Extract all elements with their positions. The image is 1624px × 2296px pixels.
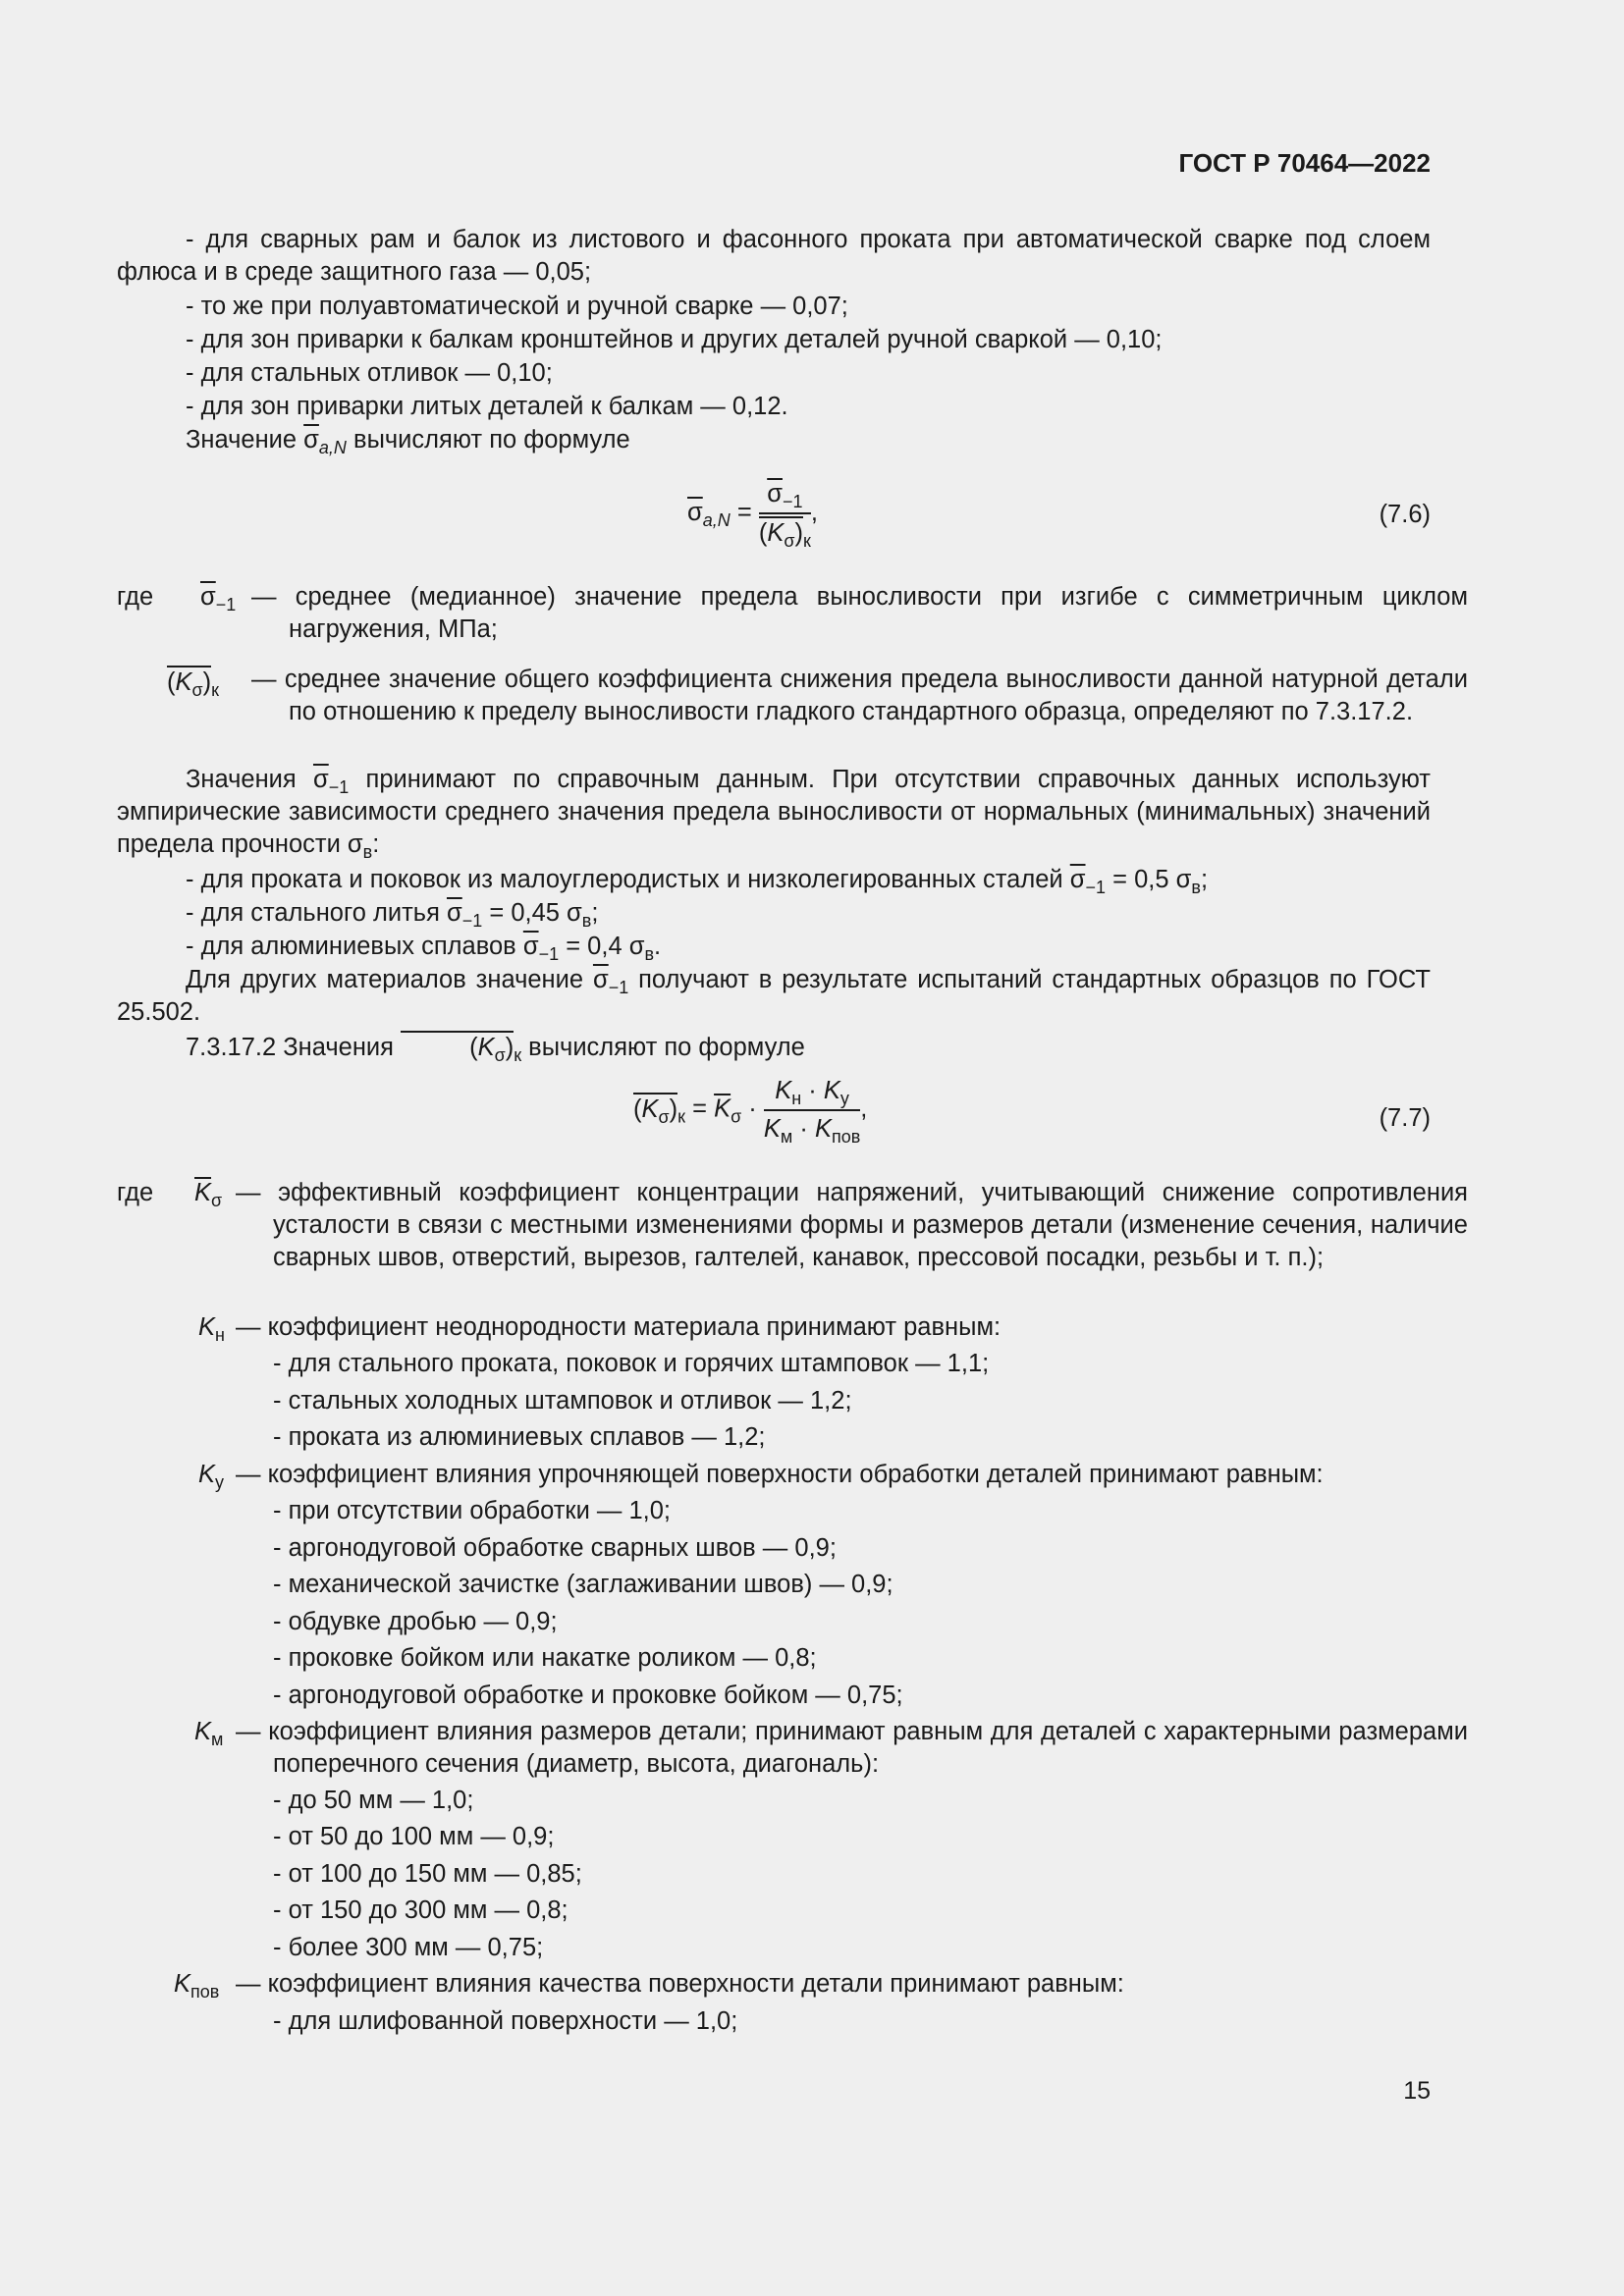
km-item-5: - более 300 мм — 0,75; [273, 1934, 544, 1961]
intro-item-5: - для зон приварки литых деталей к балкам — 0,12. [186, 393, 788, 420]
where-sigma-definition: — среднее (медианное) значение предела выносливости при изгибе с симметричным циклом нагружения, МПа; [251, 583, 1468, 643]
equation-7-7: $(K_\sigma)_к = \overline{K}_\sigma$ · $\frac{K_н \cdot K_у}{K_м \cdot K_{пов}}$ , [633, 1077, 868, 1147]
intro-item-1: - для сварных рам и балок из листового и фасонного проката при автоматической сварке под слоем флюса и в среде защитного газа — 0,05; [117, 226, 1431, 286]
sigma-intro: Значение $\overline{\sigma}_{a,N}$ вычисляют по формуле [186, 426, 630, 457]
km-item-2: - от 50 до 100 мм — 0,9; [273, 1823, 555, 1850]
kpov-item-1: - для шлифованной поверхности — 1,0; [273, 2007, 738, 2035]
para-values: Значения $\overline{\sigma}_{-1}$ принимают по справочным данным. При отсутствии справочных данных используют эмпирические зависимости среднего значения предела выносливости от нормальных (минимальных) значений предела прочности $\sigma_в$: [117, 766, 1431, 862]
kn-item-3: - проката из алюминиевых сплавов — 1,2; [273, 1423, 766, 1451]
where-k-sigma-bar-definition: — эффективный коэффициент концентрации напряжений, учитывающий снижение сопротивления усталости в связи с местными изменениями формы и размеров детали (изменение сечения, наличие сварных швов, отверстий, вырезов, галтелей, канавок, прессовой посадки, резьбы и т. п.); [236, 1179, 1468, 1271]
kn-symbol: $K_н$ [198, 1313, 225, 1345]
kpov-definition: — коэффициент влияния качества поверхности детали принимают равным: [236, 1970, 1124, 1998]
kn-item-1: - для стального проката, поковок и горячих штамповок — 1,1; [273, 1350, 990, 1377]
km-definition: — коэффициент влияния размеров детали; принимают равным для деталей с характерными размерами поперечного сечения (диаметр, высота, диагональ): [236, 1718, 1468, 1778]
equation-number-7-7: (7.7) [1379, 1104, 1431, 1132]
page-number: 15 [1403, 2077, 1431, 2105]
ky-item-5: - проковке бойком или накатке роликом — 0,8; [273, 1644, 817, 1672]
where-k-sigma-definition: — среднее значение общего коэффициента снижения предела выносливости данной натурной детали по отношению к пределу выносливости гладкого стандартного образца, определяют по 7.3.17.2. [251, 666, 1468, 725]
other-materials-para: Для других материалов значение $\overline{\sigma}_{-1}$ получают в результате испытаний стандартных образцов по ГОСТ 25.502. [117, 966, 1431, 1026]
km-symbol: $K_м$ [194, 1718, 224, 1749]
kn-definition: — коэффициент неоднородности материала принимают равным: [236, 1313, 1001, 1341]
km-item-4: - от 150 до 300 мм — 0,8; [273, 1896, 568, 1924]
k-sigma-symbol: $(K_\sigma)_к$ [167, 666, 219, 699]
equation-7-6: $\overline{\sigma}_{a,N}$ = $\frac{\overline{\sigma}_{-1}}{(K_\sigma)_к}$ , [687, 480, 818, 551]
ky-item-3: - механической зачистке (заглаживании швов) — 0,9; [273, 1571, 893, 1598]
k-sigma-bar-symbol: $\overline{K}_\sigma$ [194, 1179, 223, 1210]
intro-item-4: - для стальных отливок — 0,10; [186, 359, 553, 387]
ky-item-6: - аргонодуговой обработке и проковке бойком — 0,75; [273, 1682, 903, 1709]
intro-item-2: - то же при полуавтоматической и ручной сварке — 0,07; [186, 293, 848, 320]
intro-item-3: - для зон приварки к балкам кронштейнов и других деталей ручной сваркой — 0,10; [186, 326, 1163, 353]
equation-fraction: $\frac{\overline{\sigma}_{-1}}{(K_\sigma)_к}$ [758, 480, 811, 551]
ky-item-2: - аргонодуговой обработке сварных швов — 0,9; [273, 1534, 837, 1562]
ky-symbol: $K_у$ [198, 1461, 225, 1492]
kpov-symbol: $K_{пов}$ [174, 1970, 220, 2002]
sigma-list-item-2: - для стального литья $\overline{\sigma}_{-1} = 0,45$ $\sigma_в$; [186, 899, 599, 931]
document-header: ГОСТ Р 70464—2022 [1178, 148, 1431, 178]
sigma-list-item-3: - для алюминиевых сплавов $\overline{\sigma}_{-1} = 0,4$ $\sigma_в$. [186, 933, 662, 964]
kn-item-2: - стальных холодных штамповок и отливок — 1,2; [273, 1387, 852, 1415]
section-7-3-17-2: 7.3.17.2 Значения $(K_\sigma)_к$ вычисляют по формуле [117, 1031, 1431, 1064]
km-item-1: - до 50 мм — 1,0; [273, 1787, 474, 1814]
equation-number-7-6: (7.6) [1379, 501, 1431, 528]
sigma-minus-1-symbol: $\overline{\sigma}_{-1}$ [200, 583, 237, 614]
ky-definition: — коэффициент влияния упрочняющей поверхности обработки деталей принимают равным: [236, 1461, 1324, 1488]
ky-item-1: - при отсутствии обработки — 1,0; [273, 1497, 672, 1524]
where-label-2: где [117, 1179, 154, 1206]
sigma-list-item-1: - для проката и поковок из малоуглеродистых и низколегированных сталей $\overline{\sigma}_{-1} = 0,5$ $\sigma_в$; [186, 866, 1209, 897]
where-label: где [117, 583, 154, 611]
km-item-3: - от 100 до 150 мм — 0,85; [273, 1860, 582, 1888]
ky-item-4: - обдувке дробью — 0,9; [273, 1608, 558, 1635]
